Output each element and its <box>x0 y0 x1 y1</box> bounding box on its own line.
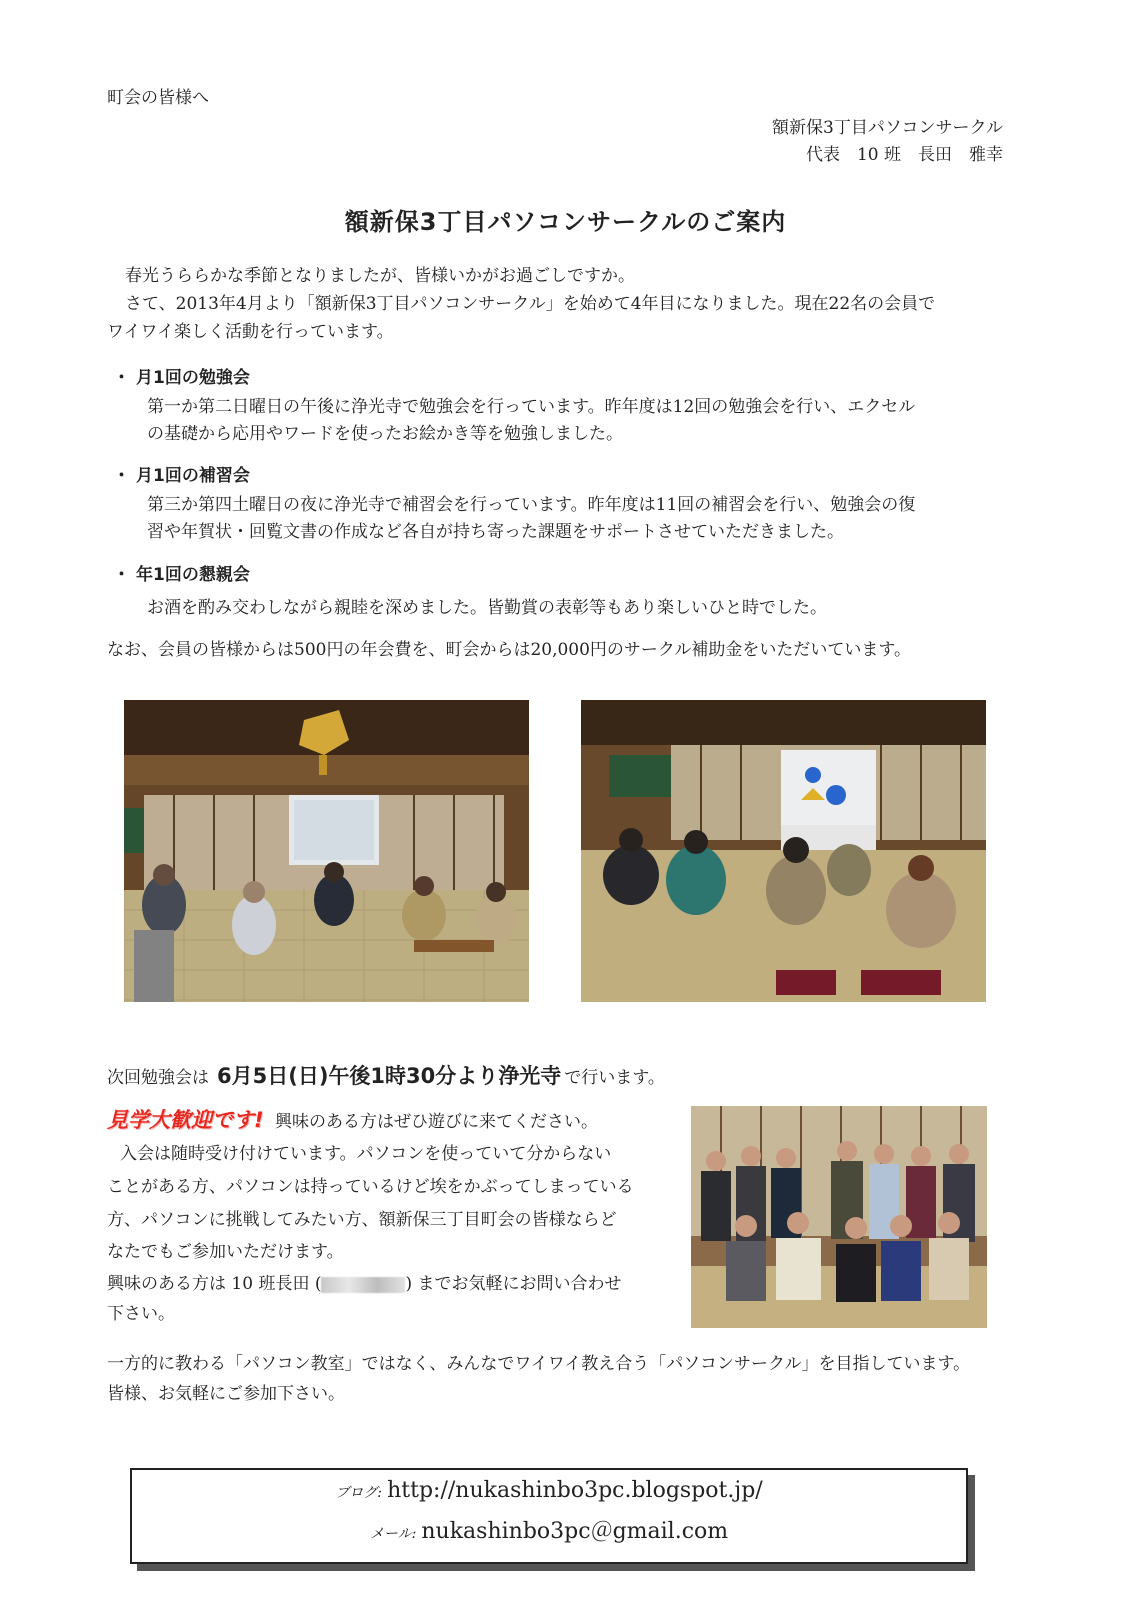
blog-row <box>132 1478 966 1503</box>
intro-line-3: ワイワイ楽しく活動を行っています。 <box>107 322 394 342</box>
section-party-heading: 年1回の懇親会 <box>136 565 250 585</box>
sender-rep: 代表 10 班 長田 雅幸 <box>805 145 1003 165</box>
section-review-heading: 月1回の補習会 <box>136 466 250 486</box>
section-study-heading: 月1回の勉強会 <box>136 368 250 388</box>
welcome-line <box>107 1106 598 1136</box>
next-session-suffix: で行います。 <box>564 1068 665 1088</box>
page-title: 額新保3丁目パソコンサークルのご案内 <box>344 208 787 236</box>
mail-label: メール: <box>369 1526 417 1542</box>
contact-end: 下さい。 <box>107 1304 175 1324</box>
section-party-bullet: ・ <box>113 565 130 585</box>
blog-url[interactable]: http://nukashinbo3pc.blogspot.jp/ <box>387 1478 763 1503</box>
mail-address[interactable]: nukashinbo3pc＠gmail.com <box>421 1519 729 1544</box>
sender-org: 額新保3丁目パソコンサークル <box>772 118 1003 138</box>
welcome-invite: 興味のある方はぜひ遊びに来てください。 <box>274 1112 598 1132</box>
fee-note: なお、会員の皆様からは500円の年会費を、町会からは20,000円のサークル補助金をいただいています。 <box>107 640 912 660</box>
section-study-bullet: ・ <box>113 368 130 388</box>
welcome-body-line: ことがある方、パソコンは持っているけど埃をかぶってしまっている <box>107 1177 634 1197</box>
closing-line-1: 一方的に教わる「パソコン教室」ではなく、みんなでワイワイ教え合う「パソコンサークル」を目指しています。 <box>107 1354 971 1374</box>
section-review-bullet: ・ <box>113 466 130 486</box>
next-session-line <box>107 1062 665 1092</box>
welcome-body-line: 入会は随時受け付けています。パソコンを使っていて分からない <box>120 1144 612 1164</box>
welcome-headline: 見学大歓迎です! <box>107 1108 264 1132</box>
section-study-line: 第一か第二日曜日の午後に浄光寺で勉強会を行っています。昨年度は12回の勉強会を行い、エクセル <box>147 397 916 417</box>
welcome-body-line: なたでもご参加いただけます。 <box>107 1242 344 1262</box>
intro-line-1: 春光うららかな季節となりましたが、皆様いかがお過ごしですか。 <box>125 266 635 286</box>
addressee: 町会の皆様へ <box>107 88 209 108</box>
study-session-photo-2 <box>581 700 986 1002</box>
next-session-prefix: 次回勉強会は <box>107 1068 209 1088</box>
study-session-photo-1 <box>124 700 529 1002</box>
contact-box <box>130 1468 968 1564</box>
section-study-line: の基礎から応用やワードを使ったお絵かき等を勉強しました。 <box>147 424 623 444</box>
section-review-line: 第三か第四土曜日の夜に浄光寺で補習会を行っています。昨年度は11回の補習会を行い、勉強会の復 <box>147 495 916 515</box>
section-review-line: 習や年賀状・回覧文書の作成など各自が持ち寄った課題をサポートさせていただきました。 <box>147 522 844 542</box>
welcome-body-line: 方、パソコンに挑戦してみたい方、額新保三丁目町会の皆様ならど <box>107 1210 617 1230</box>
intro-line-2: さて、2013年4月より「額新保3丁目パソコンサークル」を始めて4年目になりました。現在22名の会員で <box>125 294 936 314</box>
mail-row <box>132 1514 966 1545</box>
section-party-line: お酒を酌み交わしながら親睦を深めました。皆勤賞の表彰等もあり楽しいひと時でした。 <box>147 598 827 618</box>
redacted-phone-number <box>321 1277 405 1293</box>
group-photo <box>691 1106 987 1328</box>
blog-label: ブログ: <box>335 1485 383 1501</box>
contact-suffix: ) までお気軽にお問い合わせ <box>405 1274 622 1294</box>
contact-prefix: 興味のある方は 10 班長田 ( <box>107 1274 322 1294</box>
closing-line-2: 皆様、お気軽にご参加下さい。 <box>107 1384 345 1404</box>
contact-line <box>107 1270 622 1298</box>
next-session-datetime: 6月5日(日)午後1時30分より浄光寺 <box>217 1064 562 1088</box>
